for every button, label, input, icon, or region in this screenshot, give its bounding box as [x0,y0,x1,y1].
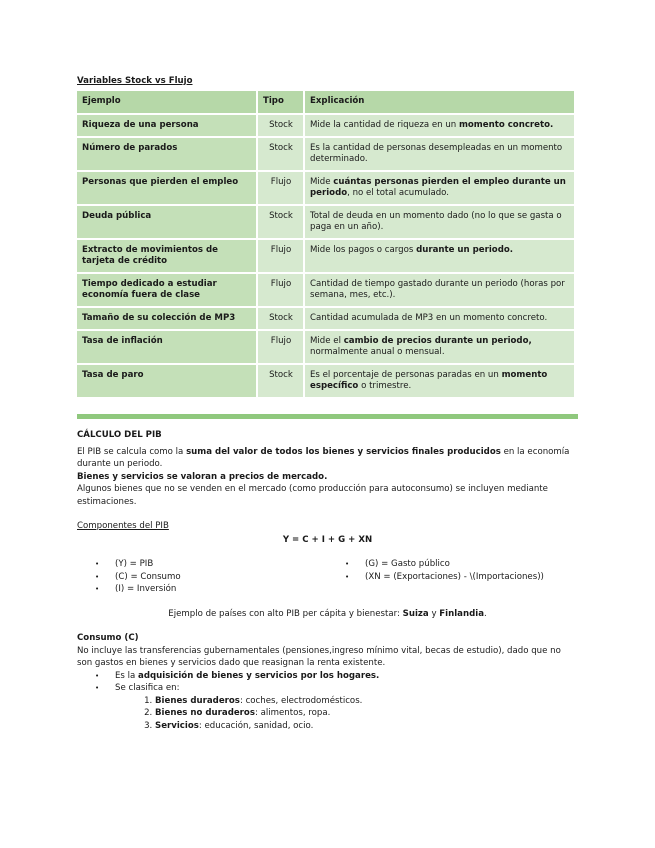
cell-tipo: Stock [258,365,303,397]
header-tipo: Tipo [258,91,303,113]
cell-explicacion [305,206,574,238]
pib-paragraph-1 [77,446,578,471]
explicacion-segment: momento concreto. [458,120,554,130]
pib-paragraph-2: Bienes y servicios se valoran a precios de mercado. [77,471,328,482]
explicacion-segment: cambio de precios durante un periodo, [343,336,532,346]
consumo-types-list [115,695,578,733]
explicacion-segment: o trimestre. [358,381,412,391]
consumo-bullet-1 [115,670,578,683]
bullet-text: Se clasifica en: [115,683,180,693]
cell-tipo: Flujo [258,172,303,204]
consumo-type [155,695,578,708]
cell-ejemplo: Extracto de movimientos de tarjeta de crédito [77,240,256,272]
table-row [77,115,574,136]
header-explicacion: Explicación [305,91,574,113]
explicacion-segment: Mide la cantidad de riqueza en un [310,120,459,130]
cell-ejemplo: Tiempo dedicado a estudiar economía fuera de clase [77,274,256,306]
explicacion-segment: Mide los pagos o cargos [310,245,417,255]
cell-ejemplo: Tamaño de su colección de MP3 [77,308,256,329]
table-row [77,308,574,329]
consumo-type [155,707,578,720]
component-item: • (I) = Inversión [115,583,327,596]
explicacion-segment: , no el total acumulado. [347,188,450,198]
example-period: . [484,608,487,619]
bullet-bold: adquisición de bienes y servicios por los hogares. [138,670,380,681]
table-header-row [77,91,574,113]
cell-ejemplo: Número de parados [77,138,256,170]
explicacion-segment: Cantidad acumulada de MP3 en un momento concreto. [310,313,548,323]
explicacion-segment: Total de deuda en un momento dado (no lo que se gasta o paga en un año). [310,211,562,232]
consumo-paragraph: No incluye las transferencias gubernamentales (pensiones,ingreso mínimo vital, becas de estudio), dado que no son gastos en bienes y servicios dado que reasignan la renta existente. [77,645,561,668]
cell-ejemplo: Deuda pública [77,206,256,238]
cell-ejemplo: Tasa de inflación [77,331,256,363]
type-name: Servicios [155,720,199,731]
cell-tipo: Flujo [258,331,303,363]
cell-explicacion [305,331,574,363]
explicacion-segment: Es el porcentaje de personas paradas en un [310,370,502,380]
cell-explicacion [305,365,574,397]
consumo-bullet-2 [115,682,578,732]
explicacion-segment: durante un periodo. [416,245,514,255]
cell-ejemplo: Tasa de paro [77,365,256,397]
cell-explicacion [305,274,574,306]
document-page [77,76,578,732]
example-text: Ejemplo de países con alto PIB per cápita y bienestar: [168,608,403,619]
component-item: • (XN = (Exportaciones) - \(Importaciones)) [365,571,577,584]
cell-tipo: Stock [258,138,303,170]
components-left [77,558,327,596]
bullet-text: Es la [115,670,139,681]
table-row [77,138,574,170]
type-name: Bienes duraderos [155,695,240,706]
cell-ejemplo: Riqueza de una persona [77,115,256,136]
component-item: • (Y) = PIB [115,558,327,571]
cell-explicacion [305,240,574,272]
example-country-2: Finlandia [439,608,484,619]
cell-tipo: Flujo [258,240,303,272]
cell-tipo: Flujo [258,274,303,306]
table-row [77,365,574,397]
type-desc: : educación, sanidad, ocio. [198,720,314,731]
cell-tipo: Stock [258,308,303,329]
table-row [77,172,574,204]
pib-p1-bold: suma del valor de todos los bienes y servicios finales producidos [186,446,501,457]
cell-explicacion [305,138,574,170]
explicacion-segment: Es la cantidad de personas desempleadas en un momento determinado. [310,143,563,164]
section-divider [77,414,578,419]
consumo-title: Consumo (C) [77,633,139,643]
table-row [77,274,574,306]
cell-explicacion [305,115,574,136]
explicacion-segment: momento específico [310,370,548,391]
components-list [77,558,578,596]
cell-tipo: Stock [258,206,303,238]
header-ejemplo: Ejemplo [77,91,256,113]
pib-formula: Y = C + I + G + XN [282,534,373,545]
table-row [77,240,574,272]
pib-title: CÁLCULO DEL PIB [77,430,162,440]
consumo-bullets [77,670,578,733]
explicacion-segment: Mide el [310,336,344,346]
stock-flujo-table [75,89,576,399]
pib-p1-text-end: en la economía durante un periodo. [77,446,570,469]
consumo-type [155,720,578,733]
type-desc: : coches, electrodomésticos. [239,695,363,706]
cell-explicacion [305,308,574,329]
components-title: Componentes del PIB [77,521,169,531]
type-desc: : alimentos, ropa. [254,708,331,718]
component-item: • (G) = Gasto público [365,558,577,571]
component-item: • (C) = Consumo [115,571,327,584]
example-and: y [428,608,440,619]
pib-paragraph-3: Algunos bienes que no se venden en el mercado (como producción para autoconsumo) se incluyen mediante estimaciones. [77,484,548,507]
cell-explicacion [305,172,574,204]
cell-ejemplo: Personas que pierden el empleo [77,172,256,204]
explicacion-segment: normalmente anual o mensual. [310,347,445,357]
table-row [77,331,574,363]
components-right [327,558,577,596]
type-name: Bienes no duraderos [155,708,255,718]
stock-flujo-title: Variables Stock vs Flujo [77,76,193,86]
explicacion-segment: Mide [310,177,334,187]
pib-p1-text: El PIB se calcula como la [77,446,187,457]
cell-tipo: Stock [258,115,303,136]
explicacion-segment: Cantidad de tiempo gastado durante un periodo (horas por semana, mes, etc.). [310,279,565,300]
explicacion-segment: cuántas personas pierden el empleo durante un periodo [310,177,566,198]
example-line [77,608,578,621]
example-country-1: Suiza [402,608,429,619]
table-row [77,206,574,238]
